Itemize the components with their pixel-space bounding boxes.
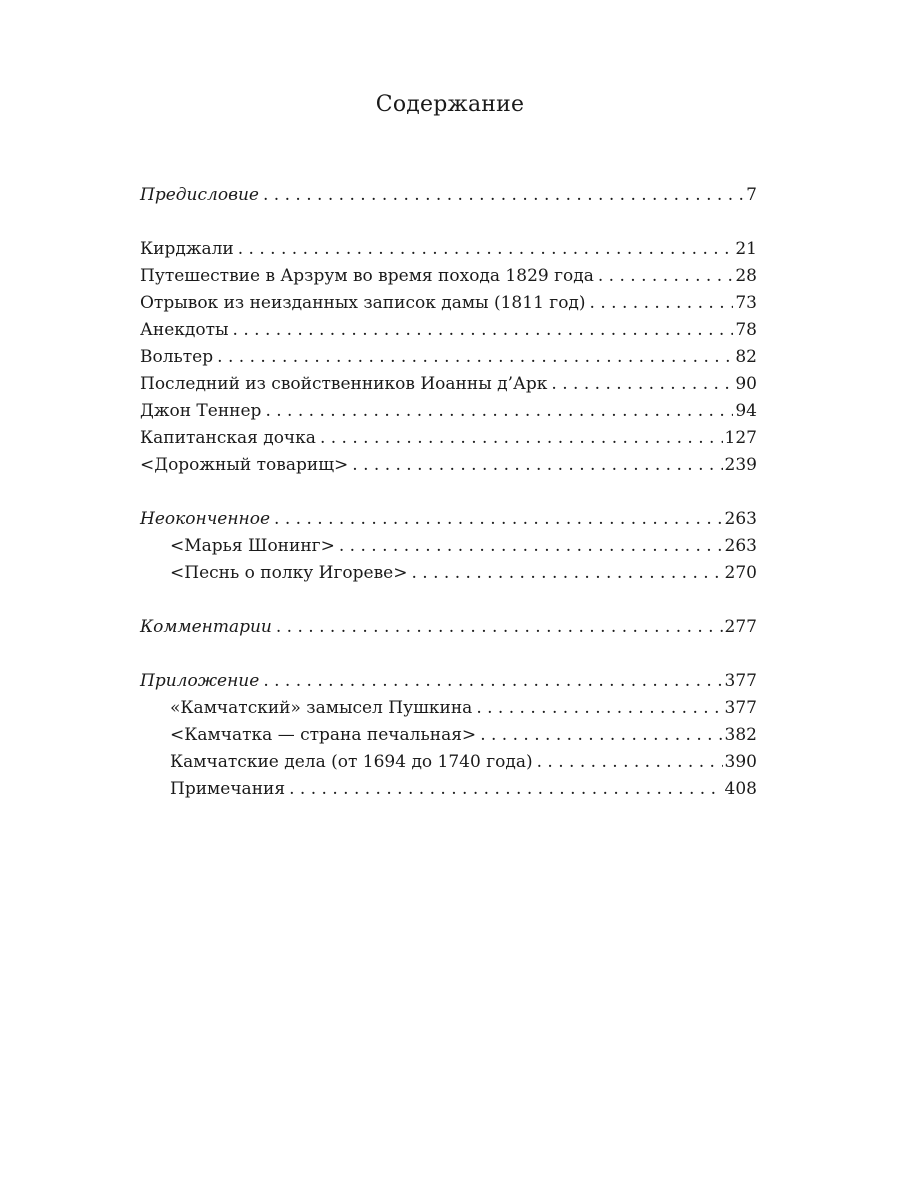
dot-leader	[274, 506, 723, 533]
toc-entry-label: <Марья Шонинг>	[170, 536, 335, 556]
toc-entry[interactable]	[140, 506, 757, 533]
toc-entry-page: 377	[724, 671, 757, 691]
dot-leader	[352, 452, 722, 479]
dot-leader	[276, 614, 723, 641]
dot-leader	[263, 668, 722, 695]
toc-entry-label: Отрывок из неизданных записок дамы (1811 год)	[140, 293, 586, 313]
toc-entry[interactable]	[140, 560, 757, 587]
toc-entry-label: Кирджали	[140, 239, 234, 259]
toc-entry-label: «Камчатский» замысел Пушкина	[170, 698, 473, 718]
toc-entry-label: <Камчатка — страна печальная>	[170, 725, 477, 745]
toc-entry-page: 7	[746, 185, 757, 205]
toc-entry[interactable]	[140, 317, 757, 344]
table-of-contents	[140, 182, 757, 803]
toc-entry-label: Камчатские дела (от 1694 до 1740 года)	[170, 752, 533, 772]
toc-entry-page: 239	[724, 455, 757, 475]
toc-entry-label: Капитанская дочка	[140, 428, 316, 448]
toc-entry-label: Джон Теннер	[140, 401, 262, 421]
toc-group-preface	[140, 182, 757, 209]
toc-entry-label: Анекдоты	[140, 320, 229, 340]
dot-leader	[411, 560, 722, 587]
dot-leader	[263, 182, 744, 209]
toc-entry-label: Примечания	[170, 779, 286, 799]
toc-group-appendix	[140, 668, 757, 803]
toc-entry[interactable]	[140, 290, 757, 317]
toc-entry[interactable]	[140, 398, 757, 425]
toc-entry-page: 390	[724, 752, 757, 772]
dot-leader	[537, 749, 723, 776]
toc-entry-page: 263	[724, 536, 757, 556]
toc-entry-page: 94	[735, 401, 757, 421]
toc-entry-page: 127	[724, 428, 757, 448]
toc-entry[interactable]	[140, 371, 757, 398]
toc-entry-page: 270	[724, 563, 757, 583]
toc-entry-page: 82	[735, 347, 757, 367]
toc-entry-label: Последний из свойственников Иоанны д’Арк	[140, 374, 548, 394]
dot-leader	[320, 425, 723, 452]
dot-leader	[217, 344, 733, 371]
toc-entry-label: Приложение	[140, 671, 260, 691]
toc-entry[interactable]	[140, 776, 757, 803]
toc-entry-page: 21	[735, 239, 757, 259]
toc-group-commentary	[140, 614, 757, 641]
dot-leader	[238, 236, 734, 263]
toc-entry[interactable]	[140, 614, 757, 641]
dot-leader	[265, 398, 733, 425]
dot-leader	[289, 776, 722, 803]
toc-entry-label: Комментарии	[140, 617, 272, 637]
toc-entry-page: 28	[735, 266, 757, 286]
dot-leader	[598, 263, 734, 290]
dot-leader	[590, 290, 734, 317]
toc-entry[interactable]	[140, 182, 757, 209]
dot-leader	[233, 317, 734, 344]
toc-entry-label: Путешествие в Арзрум во время похода 1829 года	[140, 266, 594, 286]
toc-entry-label: Неоконченное	[140, 509, 271, 529]
toc-entry-label: Предисловие	[140, 185, 259, 205]
toc-entry-page: 277	[724, 617, 757, 637]
toc-entry-label: <Дорожный товарищ>	[140, 455, 349, 475]
toc-entry[interactable]	[140, 263, 757, 290]
toc-group-unfinished	[140, 506, 757, 587]
toc-entry-page: 377	[724, 698, 757, 718]
toc-entry[interactable]	[140, 668, 757, 695]
toc-entry-page: 90	[735, 374, 757, 394]
toc-entry-label: Вольтер	[140, 347, 214, 367]
toc-entry[interactable]	[140, 236, 757, 263]
toc-entry-page: 408	[724, 779, 757, 799]
toc-group-works	[140, 236, 757, 479]
dot-leader	[476, 695, 722, 722]
dot-leader	[339, 533, 723, 560]
toc-entry[interactable]	[140, 533, 757, 560]
toc-entry[interactable]	[140, 722, 757, 749]
toc-entry[interactable]	[140, 425, 757, 452]
toc-entry-page: 263	[724, 509, 757, 529]
toc-entry[interactable]	[140, 452, 757, 479]
dot-leader	[480, 722, 722, 749]
toc-entry-page: 382	[724, 725, 757, 745]
dot-leader	[551, 371, 733, 398]
toc-entry-page: 73	[735, 293, 757, 313]
page-title: Содержание	[375, 92, 525, 117]
toc-entry-label: <Песнь о полку Игореве>	[170, 563, 408, 583]
toc-entry[interactable]	[140, 695, 757, 722]
toc-entry[interactable]	[140, 749, 757, 776]
toc-entry-page: 78	[735, 320, 757, 340]
toc-entry[interactable]	[140, 344, 757, 371]
